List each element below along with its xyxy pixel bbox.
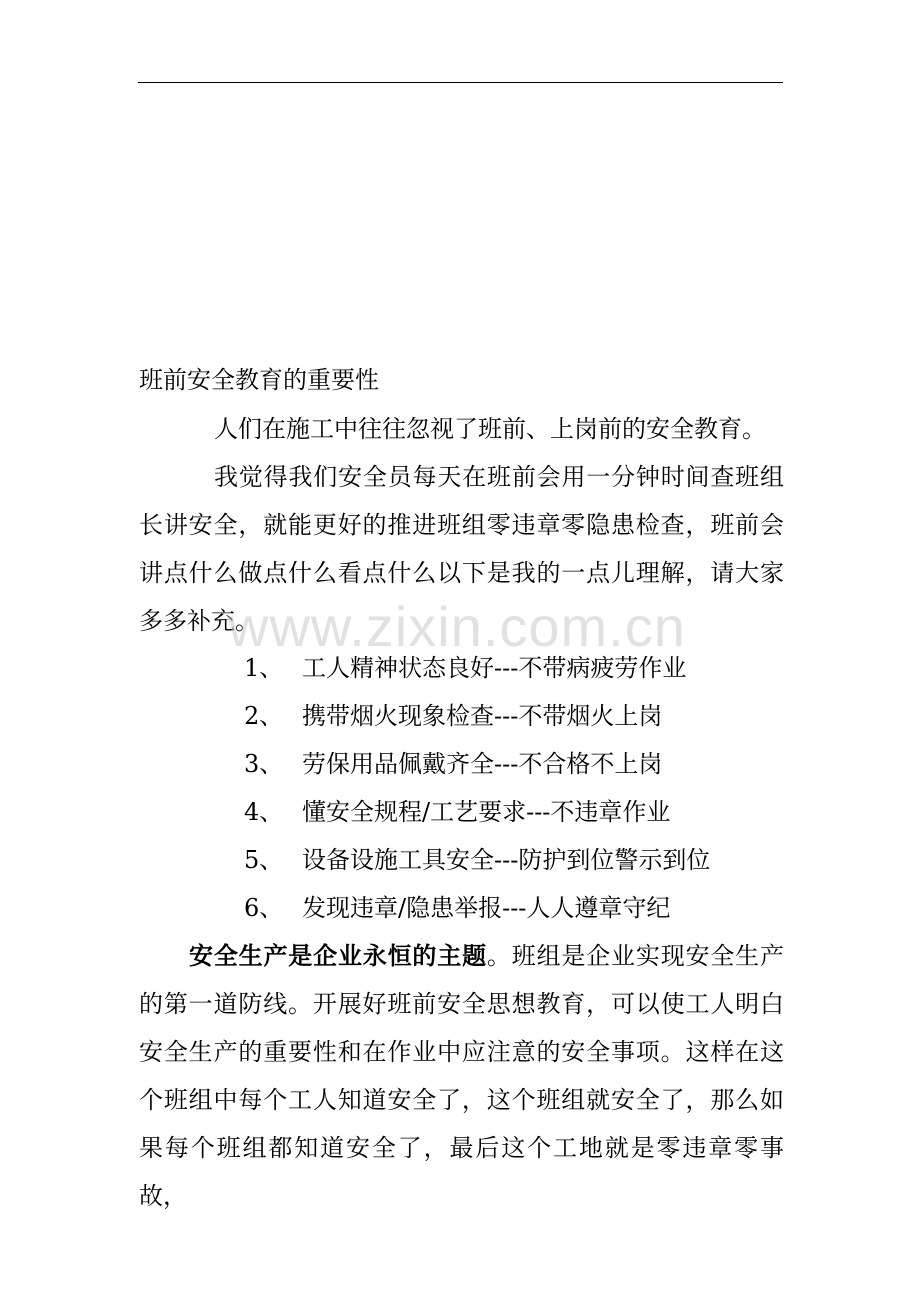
list-item-text: 携带烟火现象检查---不带烟火上岗: [302, 702, 663, 730]
header-rule: [138, 82, 783, 83]
list-item: [244, 836, 710, 884]
list-item-text: 发现违章/隐患举报---人人遵章守纪: [302, 894, 671, 922]
list-item-number: 4、: [244, 798, 284, 826]
list-item-text: 懂安全规程/工艺要求---不违章作业: [302, 798, 671, 826]
list-item-text: 劳保用品佩戴齐全---不合格不上岗: [302, 750, 663, 778]
document-title: 班前安全教育的重要性: [139, 366, 379, 394]
watermark: www.zixin.com.cn: [228, 595, 686, 658]
list-item: [244, 884, 710, 932]
list-item-number: 1、: [244, 654, 284, 682]
paragraph-conclusion-body: 。班组是企业实现安全生产的第一道防线。开展好班前安全思想教育，可以使工人明白安全生产的重要性和在作业中应注意的安全事项。这样在这个班组中每个工人知道安全了，这个班组就安全了，那么如果每个班组都知道安全了，最后这个工地就是零违章零事故，: [139, 942, 785, 1210]
list-item-text: 工人精神状态良好---不带病疲劳作业: [302, 654, 687, 682]
emphasis-text: 安全生产是企业永恒的主题: [189, 941, 487, 970]
list-item: [244, 788, 710, 836]
list-item-number: 3、: [244, 750, 284, 778]
list-item-number: 6、: [244, 894, 284, 922]
list-item-number: 5、: [244, 846, 284, 874]
paragraph-opinion: 我觉得我们安全员每天在班前会用一分钟时间查班组长讲安全，就能更好的推进班组零违章零隐患检查，班前会讲点什么做点什么看点什么以下是我的一点儿理解，请大家多多补充。: [139, 463, 784, 635]
list-item: [244, 644, 710, 692]
paragraph-intro: 人们在施工中往往忽视了班前、上岗前的安全教育。: [214, 415, 766, 443]
checklist: [244, 644, 710, 932]
paragraph-conclusion: [139, 932, 784, 1220]
list-item: [244, 740, 710, 788]
list-item-number: 2、: [244, 702, 284, 730]
list-item-text: 设备设施工具安全---防护到位警示到位: [302, 846, 711, 874]
list-item: [244, 692, 710, 740]
